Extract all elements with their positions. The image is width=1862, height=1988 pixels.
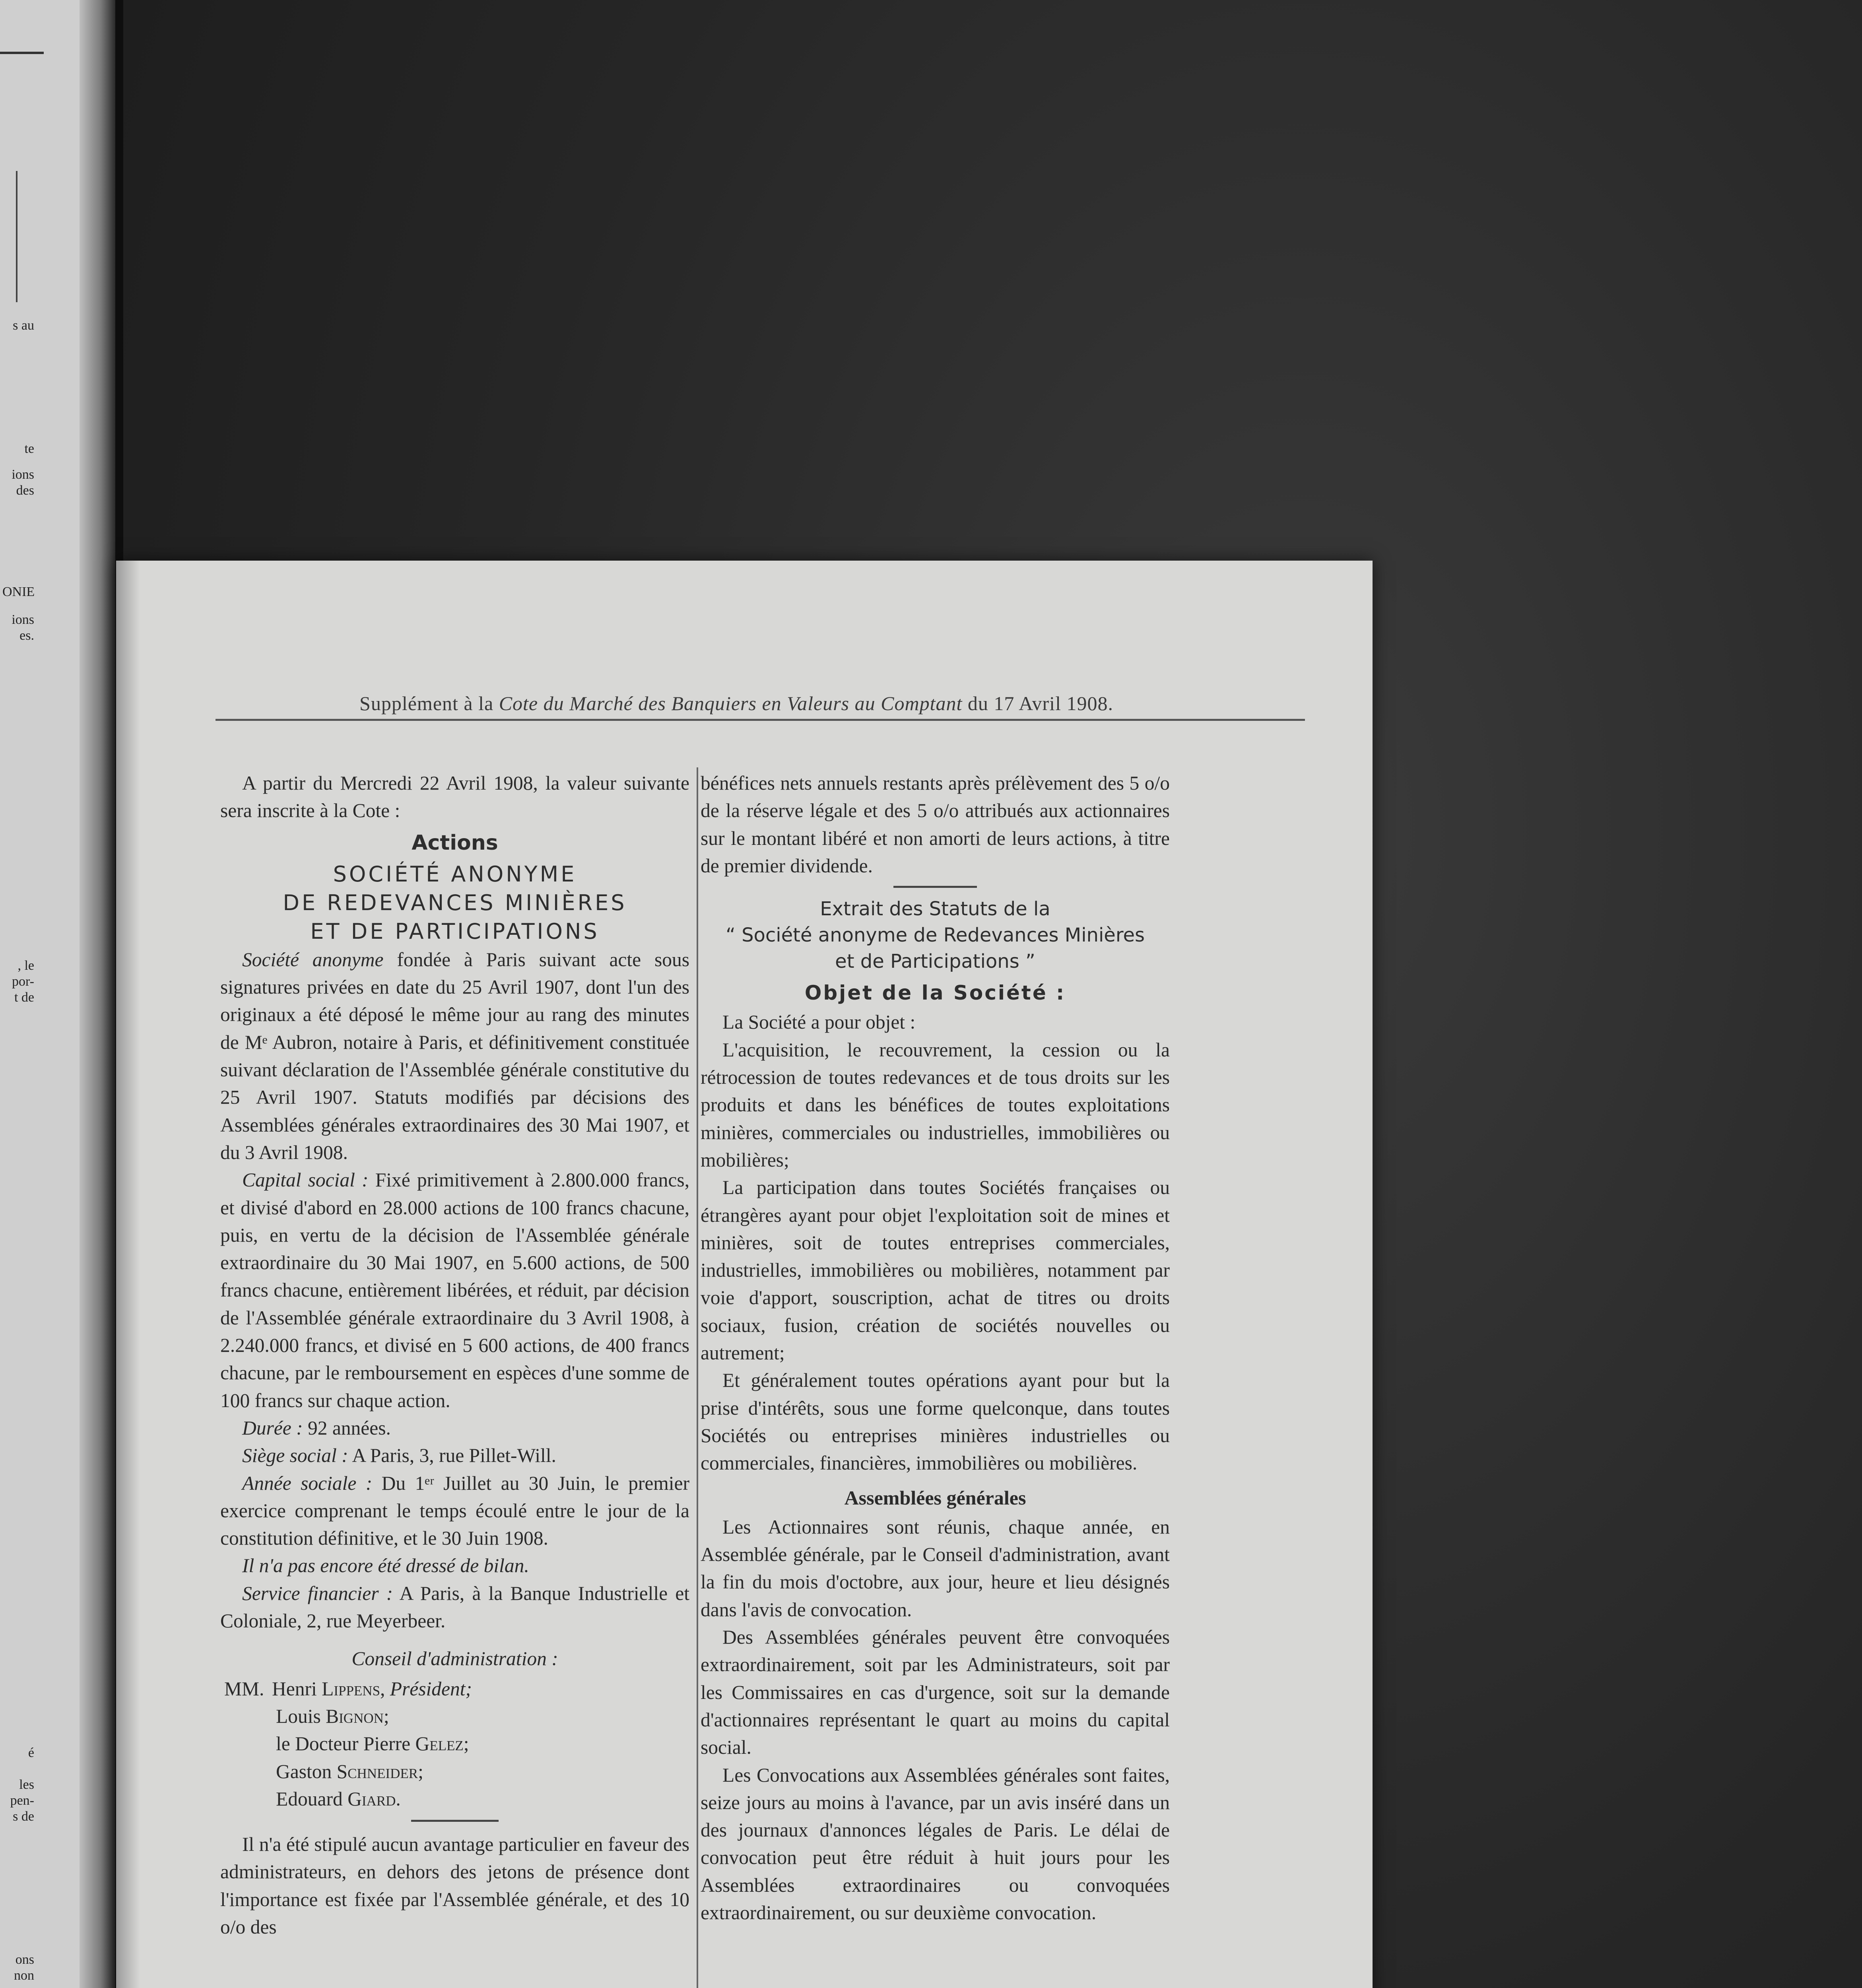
left-fragment: des [16, 483, 34, 498]
admin-role: ; [418, 1760, 423, 1782]
section-rule [411, 1820, 499, 1822]
left-page-vertical-rule [16, 171, 17, 302]
header-suffix: du 17 Avril 1908. [967, 692, 1113, 714]
admin-first: Henri [272, 1677, 317, 1700]
siege-paragraph [220, 1442, 689, 1469]
extrait-heading: “ Société anonyme de Redevances Minières [725, 924, 1145, 947]
avantage-paragraph: Il n'a été stipulé aucun avantage particulier en faveur des administrateurs, en dehors des jetons de présence dont l'importance est fixée par l'Assemblée générale, et des 10 o/o des [220, 1833, 689, 1938]
service-text: A Paris, à la Banque Industrielle et Coloniale, 2, rue Meyerbeer. [220, 1582, 689, 1632]
admin-entry [224, 1758, 689, 1785]
left-column [220, 769, 689, 1941]
company-name-line: SOCIÉTÉ ANONYME [333, 861, 577, 887]
bilan-text: Il n'a pas encore été dressé de bilan. [242, 1555, 529, 1577]
header-rule [216, 719, 1305, 721]
bilan-paragraph [220, 1552, 689, 1579]
left-fragment: , le [17, 958, 34, 973]
header-prefix: Supplément à la [359, 692, 494, 714]
header-title: Cote du Marché des Banquiers en Valeurs au Comptant [499, 692, 963, 714]
capital-label: Capital social : [242, 1169, 369, 1191]
document-sheet [116, 561, 1373, 1988]
admin-entry [224, 1785, 689, 1813]
extrait-heading: Extrait des Statuts de la [820, 898, 1050, 920]
objet-intro: La Société a pour objet : [722, 1011, 916, 1033]
admin-role: ; [463, 1733, 469, 1755]
left-fragment: por- [12, 974, 34, 989]
capital-text: Fixé primitivement à 2.800.000 francs, et divisé d'abord en 28.000 actions de 100 francs chacune, puis, en vertu de la décision de l'Assemblée générale extraordinaire du 30 Mai 1907, en 5.600 actions, de 500 francs chacune, entièrement libérées, et réduit, par décision de l'Assemblée générale extraordinaire du 3 Avril 1908, à 2.240.000 francs, et divisé en 5 600 actions, de 400 francs chacune, par le remboursement en espèces d'une somme de 100 francs sur chaque action. [220, 1169, 690, 1411]
admin-last: Lippens, [322, 1677, 385, 1700]
siege-text: A Paris, 3, rue Pillet-Will. [352, 1444, 556, 1467]
left-fragment: ions [12, 467, 34, 482]
conseil-heading: Conseil d'administration : [351, 1648, 558, 1670]
section-rule [893, 886, 977, 888]
left-fragment: es. [19, 628, 34, 643]
right-column [701, 769, 1170, 1926]
duree-paragraph [220, 1414, 689, 1442]
objet-paragraph: L'acquisition, le recouvrement, la cession ou la rétrocession de toutes redevances et de tous droits sur les produits et dans les bénéfices de toutes exploitations minières, commerciales ou industrielles, immobilières ou mobilières; [701, 1039, 1170, 1171]
admin-list [220, 1675, 689, 1813]
left-fragment: non [14, 1968, 34, 1983]
company-name-line: ET DE PARTICIPATIONS [310, 918, 600, 944]
intro-paragraph: A partir du Mercredi 22 Avril 1908, la valeur suivante sera inscrite à la Cote : [220, 772, 689, 822]
left-fragment: ons [15, 1952, 34, 1967]
admin-last: Gelez [415, 1733, 464, 1755]
left-fragment: te [24, 441, 34, 456]
objet-heading: Objet de la Société : [804, 981, 1066, 1005]
extrait-heading: et de Participations ” [835, 950, 1035, 973]
admin-last: Giard [348, 1788, 396, 1810]
left-page-gutter [80, 0, 115, 1988]
assemblees-paragraph: Les Actionnaires sont réunis, chaque année, en Assemblée générale, par le Conseil d'administration, avant la fin du mois d'octobre, aux jour, heure et lieu désignés dans l'avis de convocation. [701, 1516, 1170, 1621]
admin-role: . [396, 1788, 401, 1810]
left-fragment: pen- [10, 1793, 34, 1808]
left-fragment: les [19, 1777, 34, 1792]
left-fragment: t de [14, 990, 34, 1005]
continuation-paragraph: bénéfices nets annuels restants après prélèvement des 5 o/o de la réserve légale et des 5 o/o attribués aux actionnaires sur le montant libéré et non amorti de leurs actions, à titre de premier dividende. [701, 772, 1170, 877]
left-fragment: é [28, 1745, 34, 1760]
societe-text: fondée à Paris suivant acte sous signatures privées en date du 25 Avril 1907, dont l'un des originaux a été déposé le même jour au rang des minutes de Mᵉ Aubron, notaire à Paris, et définitivement constituée suivant déclaration de l'Assemblée générale constitutive du 25 Avril 1907. Statuts modifiés par décisions des Assemblées générales extraordinaires des 30 Mai 1907, et du 3 Avril 1908. [220, 948, 690, 1163]
siege-label: Siège social : [242, 1444, 348, 1467]
column-divider [697, 767, 698, 1988]
left-fragment: s au [13, 318, 34, 333]
societe-paragraph [220, 946, 689, 1166]
left-adjacent-page [0, 0, 115, 1988]
admin-entry [224, 1703, 689, 1730]
actions-heading: Actions [412, 831, 498, 855]
admin-lead: MM. [224, 1677, 264, 1700]
sheet-edge-shadow [116, 561, 140, 1988]
admin-first: Edouard [276, 1788, 343, 1810]
service-paragraph [220, 1580, 689, 1635]
duree-label: Durée : [242, 1417, 303, 1439]
annee-label: Année sociale : [242, 1472, 373, 1494]
assemblees-paragraph: Des Assemblées générales peuvent être convoquées extraordinairement, soit par les Administrateurs, soit par les Commissaires en cas d'urgence, soit sur la demande d'actionnaires représentant le quart au moins du capital social. [701, 1626, 1170, 1759]
assemblees-paragraph: Les Convocations aux Assemblées générales sont faites, seize jours au moins à l'avance, par un avis inséré dans un des journaux d'annonces légales de Paris. Le délai de convocation peut être réduit à huit jours pour les Assemblées extraordinaires ou convoquées extraordinairement, ou sur deuxième convocation. [701, 1764, 1170, 1924]
left-fragment: ONIE [2, 584, 35, 599]
admin-role: ; [383, 1705, 389, 1727]
admin-last: Bignon [326, 1705, 384, 1727]
admin-entry [224, 1675, 689, 1703]
capital-paragraph [220, 1166, 689, 1414]
page-header [279, 692, 1194, 715]
left-page-rule [0, 52, 44, 54]
service-label: Service financier : [242, 1582, 393, 1604]
admin-first: le Docteur Pierre [276, 1733, 411, 1755]
societe-label: Société anonyme [242, 948, 384, 971]
duree-text: 92 années. [307, 1417, 391, 1439]
left-fragment: s de [13, 1809, 34, 1824]
admin-entry [224, 1730, 689, 1757]
objet-paragraph: La participation dans toutes Sociétés françaises ou étrangères ayant pour objet l'exploitation soit de mines et minières, soit de toutes entreprises commerciales, industrielles, immobilières ou mobilières, notamment par voie d'apport, souscription, achat de titres ou droits sociaux, fusion, création de sociétés nouvelles ou autrement; [701, 1176, 1170, 1364]
assemblees-heading: Assemblées générales [844, 1486, 1026, 1509]
annee-text: Du 1ᵉʳ Juillet au 30 Juin, le premier exercice comprenant le temps écoulé entre le jour de la constitution définitive, et le 30 Juin 1908. [220, 1472, 690, 1549]
company-name-line: DE REDEVANCES MINIÈRES [283, 890, 627, 915]
annee-paragraph [220, 1470, 689, 1552]
left-fragment: ions [12, 612, 34, 627]
admin-first: Louis [276, 1705, 321, 1727]
admin-last: Schneider [336, 1760, 418, 1782]
objet-paragraph: Et généralement toutes opérations ayant pour but la prise d'intérêts, sous une forme quelconque, dans toutes Sociétés ou entreprises minières industrielles ou commerciales, financières, immobilières ou mobilières. [701, 1369, 1170, 1474]
admin-first: Gaston [276, 1760, 332, 1782]
admin-role: Président; [390, 1677, 472, 1700]
